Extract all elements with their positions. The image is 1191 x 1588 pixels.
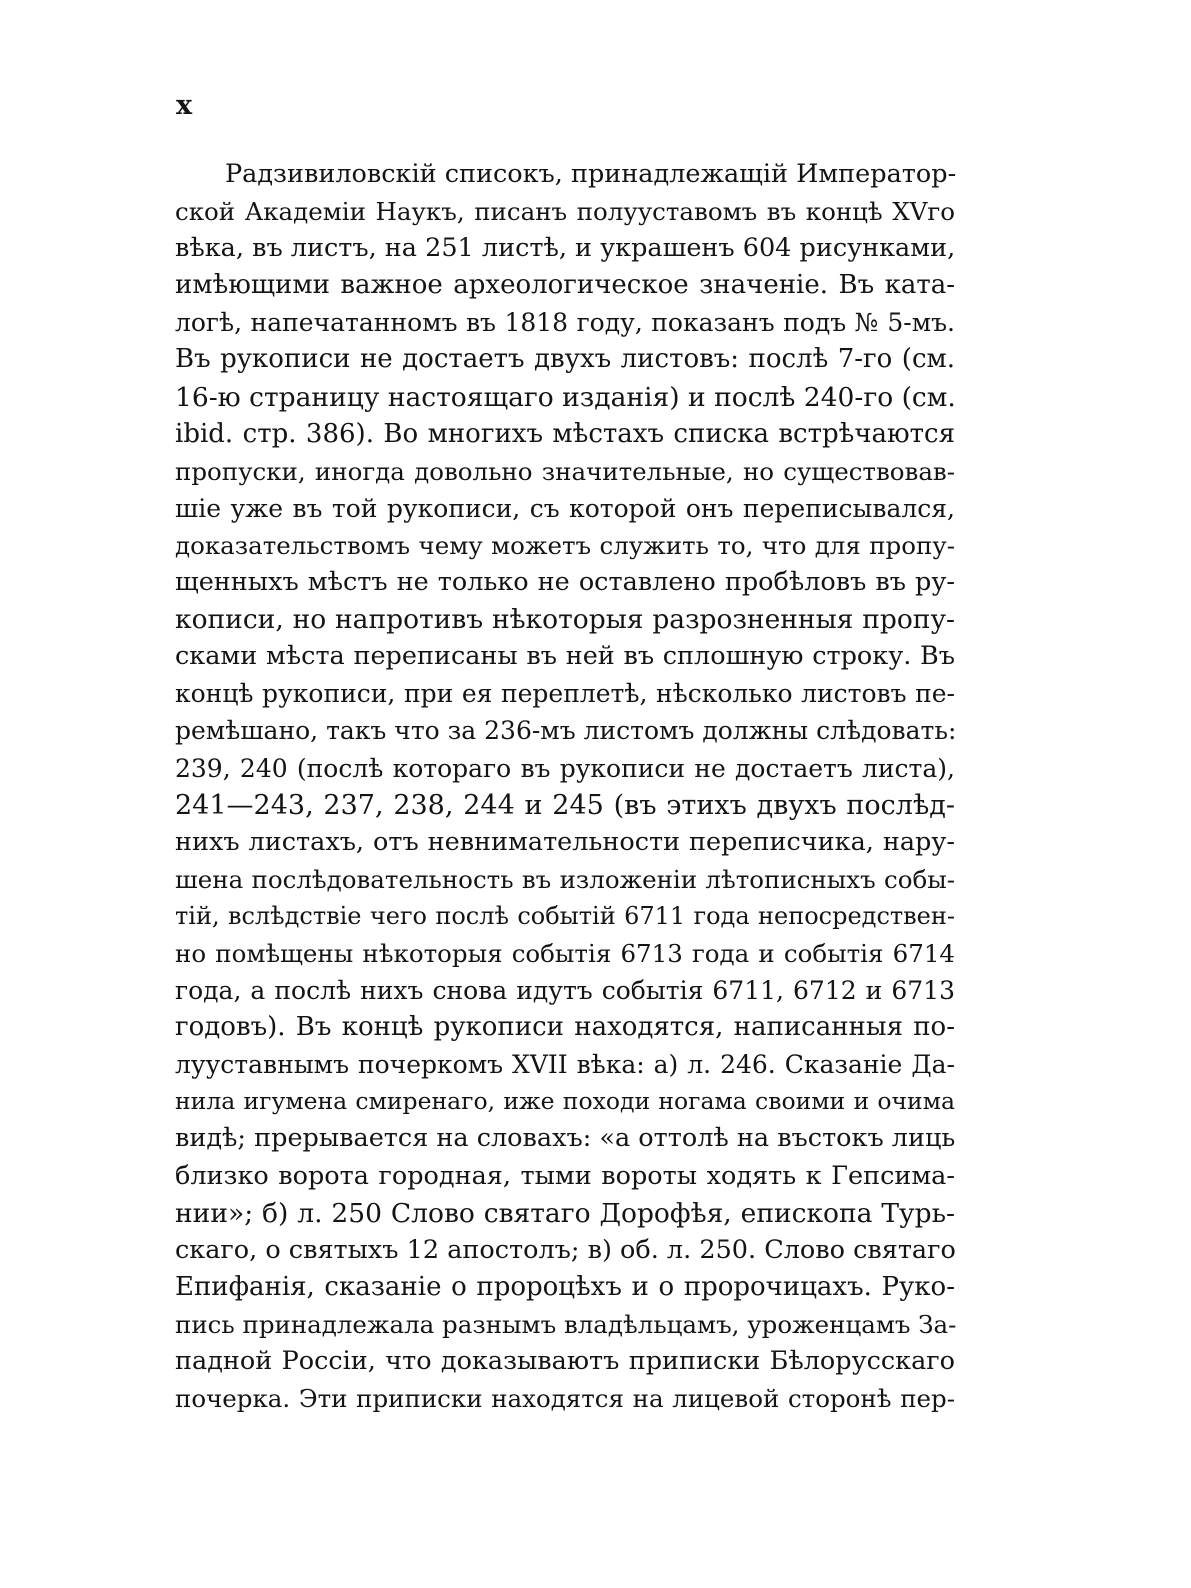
text-line: падной Россіи, что доказываютъ приписки Бѣлорусскаго [175, 1346, 955, 1376]
text-line: логѣ, напечатанномъ въ 1818 году, показанъ подъ № 5-мъ. [175, 308, 955, 338]
text-line: тій, вслѣдствіе чего послѣ событій 6711 года непосредствен- [175, 901, 955, 930]
text-line: Радзивиловскій списокъ, принадлежащій Император- [225, 159, 957, 189]
text-line: ремѣшано, такъ что за 236-мъ листомъ должны слѣдовать: [175, 716, 957, 746]
text-line: 241—243, 237, 238, 244 и 245 (въ этихъ двухъ послѣд- [175, 789, 955, 821]
text-line: шіе уже въ той рукописи, съ которой онъ переписывался, [175, 493, 955, 523]
text-line: вѣка, въ листъ, на 251 листѣ, и украшенъ 604 рисунками, [175, 233, 956, 264]
text-line: пись принадлежала разнымъ владѣльцамъ, уроженцамъ За- [175, 1309, 957, 1339]
text-line: ibid. стр. 386). Во многихъ мѣстахъ списка встрѣчаются [175, 418, 955, 449]
text-line: лууставнымъ почеркомъ XVII вѣка: а) л. 246. Сказаніе Да- [175, 1050, 955, 1080]
text-line: пропуски, иногда довольно значительные, но существовав- [175, 456, 955, 486]
text-line: 16-ю страницу настоящаго изданія) и послѣ 240-го (см. [175, 381, 956, 413]
text-line: видѣ; прерывается на словахъ: «а оттолѣ на въстокъ лиць [175, 1123, 956, 1154]
text-line: близко ворота городная, тыми вороты ходять к Гепсима- [175, 1160, 955, 1191]
page-number: x [176, 90, 193, 121]
text-line: Въ рукописи не достаетъ двухъ листовъ: послѣ 7-го (см. [175, 344, 955, 375]
text-line: годовъ). Въ концѣ рукописи находятся, написанныя по- [175, 1012, 955, 1043]
text-line: концѣ рукописи, при ея переплетѣ, нѣсколько листовъ пе- [175, 679, 955, 709]
text-line: скаго, о святыхъ 12 апостолъ; в) об. л. 250. Слово святаго [175, 1234, 956, 1265]
text-line: шена послѣдовательность въ изложеніи лѣтописныхъ собы- [175, 864, 955, 894]
body-text [175, 156, 955, 1417]
text-line: ской Академіи Наукъ, писанъ полууставомъ въ концѣ XVго [175, 197, 955, 227]
text-line: почерка. Эти приписки находятся на лицевой сторонѣ пер- [175, 1384, 955, 1414]
text-line: года, а послѣ нихъ снова идутъ событія 6711, 6712 и 6713 [175, 976, 955, 1006]
text-line: Епифанія, сказаніе о пророцѣхъ и о пророчицахъ. Руко- [175, 1271, 955, 1302]
text-line: нила игумена смиренаго, иже походи ногама своими и очима [175, 1087, 955, 1116]
text-line: 239, 240 (послѣ котораго въ рукописи не достаетъ листа), [175, 753, 955, 783]
text-line: имѣющими важное археологическое значеніе. Въ ката- [175, 270, 955, 301]
text-line: сками мѣста переписаны въ ней въ сплошную строку. Въ [175, 641, 955, 672]
text-line: но помѣщены нѣкоторыя событія 6713 года и событія 6714 [175, 938, 955, 968]
text-line: кописи, но напротивъ нѣкоторыя разрозненныя пропу- [175, 604, 955, 636]
text-line: нихъ листахъ, отъ невнимательности переписчика, нару- [175, 826, 955, 857]
text-line: щенныхъ мѣстъ не только не оставлено пробѣловъ въ ру- [175, 567, 955, 598]
text-line: доказательствомъ чему можетъ служить то, что для пропу- [175, 530, 955, 560]
text-line: нии»; б) л. 250 Слово святаго Дорофѣя, епископа Турь- [175, 1197, 955, 1229]
